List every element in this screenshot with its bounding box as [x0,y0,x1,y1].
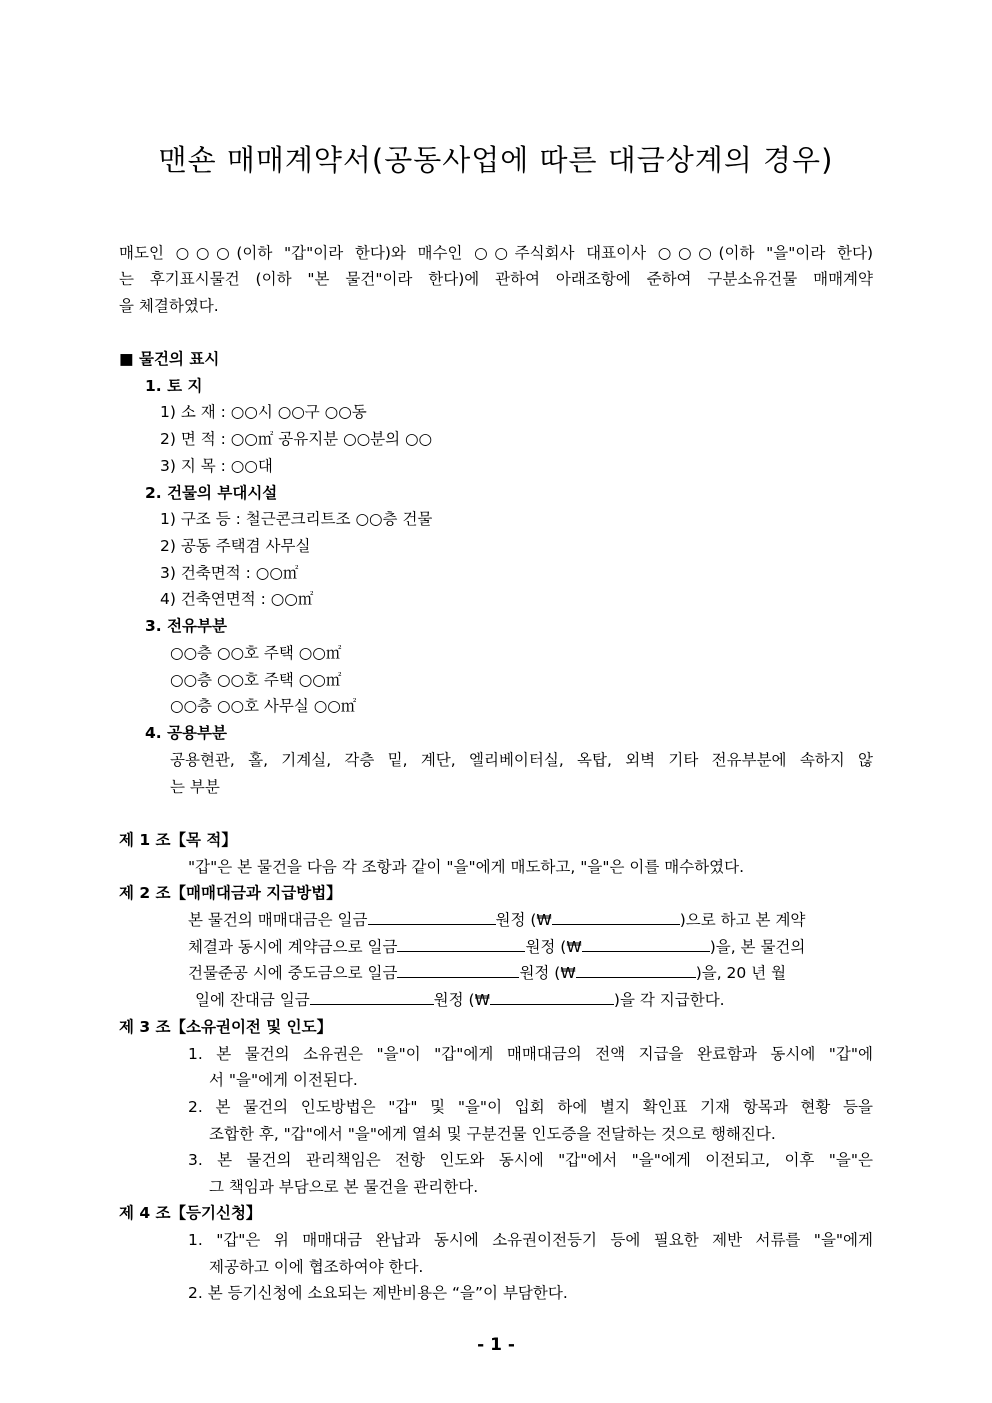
land-item: 2) 면 적 : ○○㎡ 공유지분 ○○분의 ○○ [160,430,433,448]
intro-line-2: 는 후기표시물건 (이하 "본 물건"이라 한다)에 관하여 아래조항에 준하여 구분소유건물 매매계약 [119,270,873,288]
building-item: 4) 건축연면적 : ○○㎡ [160,590,314,608]
article-4-item-1-line-2: 제공하고 이에 협조하여야 한다. [209,1258,424,1276]
article-4-item-1-line-1: 1. "갑"은 위 매매대금 완납과 동시에 소유권이전등기 등에 필요한 제반 서류를 "을"에게 [188,1231,873,1249]
article-3-item-2-line-1: 2. 본 물건의 인도방법은 "갑" 및 "을"이 입회 하에 별지 확인표 기재 항목과 현황 등을 [188,1098,873,1116]
building-item: 2) 공동 주택겸 사무실 [160,537,311,555]
article-2-line-2: 체결과 동시에 계약금으로 일금 원정 (₩ )을, 본 물건의 [188,938,806,956]
amount-blank [576,963,696,978]
exclusive-item: ○○층 ○○호 주택 ○○㎡ [170,671,342,689]
amount-blank [310,990,434,1005]
article-4-item-2: 2. 본 등기신청에 소요되는 제반비용은 “을”이 부담한다. [188,1284,568,1302]
amount-blank [368,910,496,925]
amount-blank [490,990,614,1005]
article-2-heading: 제 2 조【매매대금과 지급방법】 [119,884,342,902]
common-line-1: 공용현관, 홀, 기계실, 각층 밑, 계단, 엘리베이터실, 옥탑, 외벽 기타 전유부분에 속하지 않 [170,751,873,769]
intro-line-1: 매도인 ○○○(이하 "갑"이라 한다)와 매수인 ○○주식회사 대표이사 ○○○(이하 "을"이라 한다) [119,244,873,262]
common-title: 4. 공용부분 [145,724,227,742]
exclusive-title: 3. 전유부분 [145,617,227,635]
article-2-line-1: 본 물건의 매매대금은 일금 원정 (₩ )으로 하고 본 계약 [188,911,806,929]
article-3-item-2-line-2: 조합한 후, "갑"에서 "을"에게 열쇠 및 구분건물 인도증을 전달하는 것으로 행해진다. [209,1125,776,1143]
amount-blank [582,937,710,952]
amount-blank [397,963,519,978]
document-title: 맨숀 매매계약서(공동사업에 따른 대금상계의 경우) [158,143,834,177]
article-1-body: "갑"은 본 물건을 다음 각 조항과 같이 "을"에게 매도하고, "을"은 이를 매수하였다. [188,858,745,876]
building-item: 3) 건축면적 : ○○㎡ [160,564,299,582]
intro-line-3: 을 체결하였다. [119,297,219,315]
article-1-heading: 제 1 조【목 적】 [119,831,237,849]
amount-blank [397,937,525,952]
page-number: - 1 - [477,1335,515,1355]
article-3-item-3-line-2: 그 책임과 부담으로 본 물건을 관리한다. [209,1178,479,1196]
land-item: 3) 지 목 : ○○대 [160,457,273,475]
building-title: 2. 건물의 부대시설 [145,484,278,502]
amount-blank [552,910,680,925]
article-4-heading: 제 4 조【등기신청】 [119,1204,262,1222]
article-3-item-3-line-1: 3. 본 물건의 관리책임은 전항 인도와 동시에 "갑"에서 "을"에게 이전되고, 이후 "을"은 [188,1151,873,1169]
common-line-2: 는 부분 [170,778,220,796]
article-3-heading: 제 3 조【소유권이전 및 인도】 [119,1018,333,1036]
land-item: 1) 소 재 : ○○시 ○○구 ○○동 [160,403,367,421]
property-heading: ■ 물건의 표시 [119,350,220,368]
building-item: 1) 구조 등 : 철근콘크리트조 ○○층 건물 [160,510,433,528]
exclusive-item: ○○층 ○○호 사무실 ○○㎡ [170,697,357,715]
exclusive-item: ○○층 ○○호 주택 ○○㎡ [170,644,342,662]
article-3-item-1-line-1: 1. 본 물건의 소유권은 "을"이 "갑"에게 매매대금의 전액 지급을 완료함과 동시에 "갑"에 [188,1045,873,1063]
article-2-line-3: 건물준공 시에 중도금으로 일금 원정 (₩ )을, 20 년 월 [188,964,787,982]
article-3-item-1-line-2: 서 "을"에게 이전된다. [209,1071,358,1089]
land-title: 1. 토 지 [145,377,203,395]
article-2-line-4: 일에 잔대금 일금 원정 (₩ )을 각 지급한다. [195,991,725,1009]
